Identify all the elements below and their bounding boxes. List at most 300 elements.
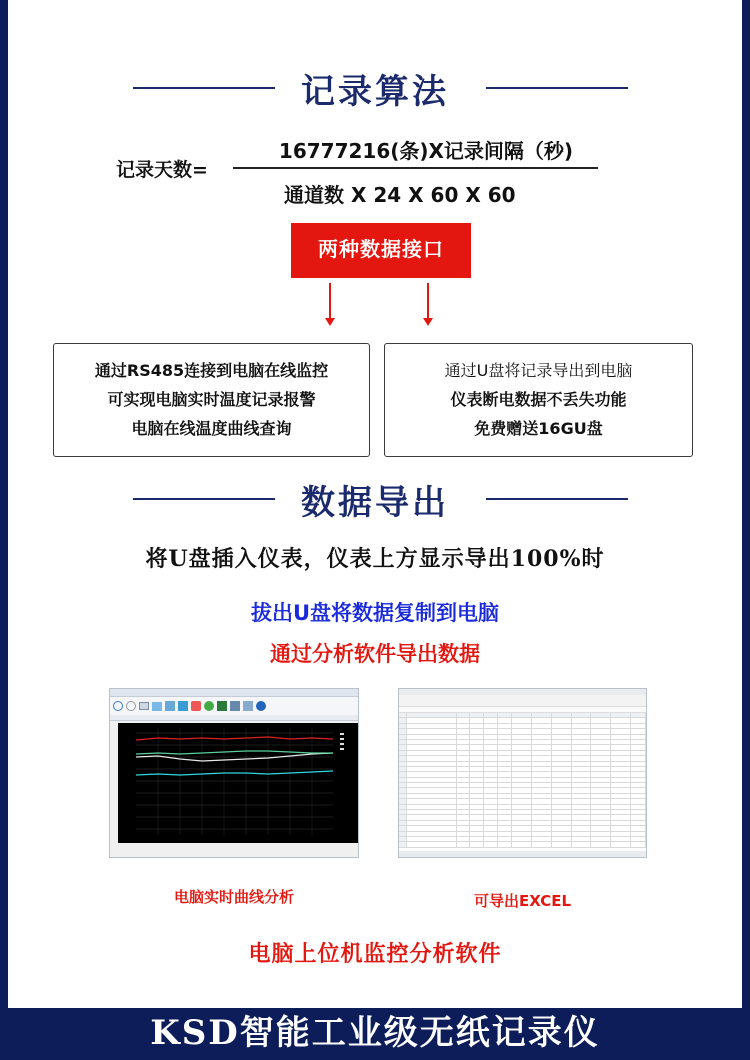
excel-cell: [407, 751, 457, 755]
excel-cell: [498, 756, 512, 760]
excel-cell: [407, 729, 457, 733]
excel-cell: [591, 729, 611, 733]
excel-cell: [512, 762, 532, 766]
usb-interface-box: [384, 343, 693, 457]
excel-cell: [498, 778, 512, 782]
curve-cyan: [136, 771, 333, 775]
excel-cell: [407, 799, 457, 803]
toolbar-icon: [139, 702, 149, 710]
excel-cell: [457, 837, 471, 841]
excel-cell: [498, 772, 512, 776]
toolbar-icon: [204, 701, 214, 711]
excel-cell: [631, 788, 646, 792]
excel-cell: [512, 767, 532, 771]
box-left-line1: 通过RS485连接到电脑在线监控: [94, 361, 329, 380]
software-tabs: [110, 715, 358, 721]
excel-cell: [470, 762, 484, 766]
excel-cell: [457, 724, 471, 728]
excel-cell: [512, 826, 532, 830]
excel-cell: [611, 794, 631, 798]
excel-cell: [498, 735, 512, 739]
excel-cell: [457, 762, 471, 766]
excel-cell: [399, 713, 407, 717]
excel-cell: [591, 762, 611, 766]
title-rule-right: [486, 498, 628, 500]
excel-cell: [470, 767, 484, 771]
box-right-line1: 通过U盘将记录导出到电脑: [444, 361, 633, 380]
excel-cell: [512, 832, 532, 836]
excel-cell: [552, 724, 572, 728]
excel-cell: [611, 842, 631, 846]
excel-cell: [457, 751, 471, 755]
excel-cell: [457, 745, 471, 749]
excel-cell: [498, 805, 512, 809]
excel-cell: [591, 799, 611, 803]
title-rule-left: [133, 87, 275, 89]
excel-cell: [399, 724, 407, 728]
excel-cell: [572, 805, 592, 809]
excel-cell: [591, 805, 611, 809]
excel-cell: [512, 815, 532, 819]
excel-cell: [484, 837, 498, 841]
excel-cell: [457, 729, 471, 733]
excel-cell: [572, 837, 592, 841]
excel-cell: [399, 826, 407, 830]
excel-cell: [512, 745, 532, 749]
excel-cell: [512, 842, 532, 846]
excel-cell: [572, 718, 592, 722]
excel-cell: [631, 842, 646, 846]
excel-cell: [399, 810, 407, 814]
excel-cell: [484, 772, 498, 776]
excel-cell: [470, 799, 484, 803]
excel-cell: [631, 713, 646, 717]
excel-cell: [532, 756, 552, 760]
excel-cell: [512, 783, 532, 787]
excel-cell: [407, 767, 457, 771]
excel-cell: [498, 837, 512, 841]
excel-cell: [591, 718, 611, 722]
excel-cell: [611, 713, 631, 717]
excel-cell: [591, 772, 611, 776]
section-title-export: 数据导出: [301, 483, 449, 523]
box-right-line2: 仪表断电数据不丢失功能: [450, 390, 627, 409]
excel-cell: [484, 794, 498, 798]
export-line-blue: 拔出U盘将数据复制到电脑: [250, 601, 500, 625]
excel-cell: [591, 837, 611, 841]
excel-cell: [457, 799, 471, 803]
excel-cell: [611, 772, 631, 776]
excel-cell: [572, 745, 592, 749]
box-left-line3: 电脑在线温度曲线查询: [131, 419, 292, 438]
excel-cell: [552, 783, 572, 787]
excel-cell: [572, 788, 592, 792]
excel-cell: [532, 794, 552, 798]
excel-cell: [407, 783, 457, 787]
excel-cell: [532, 826, 552, 830]
excel-toolbar: [399, 695, 646, 707]
excel-cell: [591, 832, 611, 836]
excel-cell: [552, 821, 572, 825]
excel-cell: [407, 713, 457, 717]
excel-cell: [512, 799, 532, 803]
excel-cell: [631, 810, 646, 814]
excel-cell: [484, 751, 498, 755]
excel-cell: [591, 778, 611, 782]
excel-cell: [407, 794, 457, 798]
excel-cell: [532, 815, 552, 819]
formula-numerator: 16777216(条)X记录间隔（秒): [278, 139, 574, 163]
excel-cell: [591, 842, 611, 846]
excel-cell: [631, 740, 646, 744]
software-titlebar: [110, 689, 358, 697]
excel-cell: [611, 821, 631, 825]
excel-cell: [470, 805, 484, 809]
excel-cell: [399, 756, 407, 760]
excel-cell: [498, 718, 512, 722]
formula-fraction-bar: [233, 167, 598, 169]
toolbar-icon: [126, 701, 136, 711]
excel-cell: [498, 740, 512, 744]
excel-cell: [572, 794, 592, 798]
excel-cell: [484, 783, 498, 787]
formula-denominator: 通道数 X 24 X 60 X 60: [284, 183, 516, 207]
excel-cell: [532, 729, 552, 733]
excel-cell: [407, 821, 457, 825]
excel-cell: [512, 718, 532, 722]
excel-cell: [470, 837, 484, 841]
curve-green: [136, 751, 333, 754]
excel-cell: [532, 805, 552, 809]
excel-cell: [552, 810, 572, 814]
excel-cell: [591, 740, 611, 744]
excel-cell: [399, 740, 407, 744]
toolbar-icon: [178, 701, 188, 711]
excel-cell: [572, 767, 592, 771]
caption-excel-export: 可导出EXCEL: [473, 892, 572, 910]
excel-cell: [611, 815, 631, 819]
excel-cell: [457, 767, 471, 771]
excel-cell: [631, 805, 646, 809]
excel-cell: [484, 842, 498, 846]
excel-cell: [611, 783, 631, 787]
excel-cell: [572, 724, 592, 728]
toolbar-icon: [243, 701, 253, 711]
toolbar-icon: [165, 701, 175, 711]
excel-cell: [399, 788, 407, 792]
excel-cell: [631, 756, 646, 760]
excel-cell: [512, 713, 532, 717]
excel-cell: [532, 810, 552, 814]
excel-cell: [407, 735, 457, 739]
excel-cell: [457, 713, 471, 717]
excel-cell: [572, 815, 592, 819]
excel-cell: [498, 724, 512, 728]
excel-cell: [399, 821, 407, 825]
excel-cell: [470, 842, 484, 846]
excel-cell: [532, 778, 552, 782]
excel-cell: [484, 832, 498, 836]
excel-cell: [611, 832, 631, 836]
excel-cell: [484, 713, 498, 717]
excel-cell: [532, 718, 552, 722]
excel-cell: [470, 729, 484, 733]
excel-cell: [470, 794, 484, 798]
excel-cell: [572, 772, 592, 776]
software-toolbar: [110, 697, 358, 715]
excel-cell: [591, 735, 611, 739]
excel-cell: [498, 821, 512, 825]
excel-cell: [591, 751, 611, 755]
toolbar-icon: [256, 701, 266, 711]
excel-cell: [470, 815, 484, 819]
excel-cell: [552, 837, 572, 841]
excel-cell: [591, 815, 611, 819]
software-chart-area: [118, 723, 358, 843]
excel-cell: [611, 778, 631, 782]
excel-cell: [399, 729, 407, 733]
excel-cell: [631, 767, 646, 771]
excel-cell: [399, 815, 407, 819]
excel-cell: [484, 729, 498, 733]
realtime-curves: [118, 723, 358, 843]
excel-cell: [591, 745, 611, 749]
excel-cell: [498, 826, 512, 830]
excel-cell: [484, 778, 498, 782]
excel-cell: [611, 837, 631, 841]
excel-cell: [572, 713, 592, 717]
excel-cell: [457, 826, 471, 830]
poster-page: [8, 0, 742, 1008]
excel-cell: [457, 794, 471, 798]
excel-cell: [407, 772, 457, 776]
excel-cell: [512, 772, 532, 776]
excel-cell: [552, 718, 572, 722]
excel-cell: [470, 724, 484, 728]
excel-cell: [572, 735, 592, 739]
excel-cell: [572, 842, 592, 846]
excel-cell: [552, 805, 572, 809]
excel-cell: [457, 815, 471, 819]
excel-cell: [407, 805, 457, 809]
excel-cell: [532, 735, 552, 739]
excel-cell: [631, 778, 646, 782]
excel-cell: [552, 713, 572, 717]
interfaces-label: 两种数据接口: [291, 223, 471, 278]
excel-cell: [611, 756, 631, 760]
excel-cell: [484, 762, 498, 766]
caption-realtime-curves: 电脑实时曲线分析: [173, 888, 294, 906]
excel-cell: [532, 767, 552, 771]
excel-cell: [399, 805, 407, 809]
excel-cell: [498, 762, 512, 766]
excel-cell: [484, 767, 498, 771]
excel-cell: [512, 756, 532, 760]
excel-cell: [532, 821, 552, 825]
toolbar-icon: [152, 702, 162, 711]
excel-cell: [532, 772, 552, 776]
excel-cell: [532, 751, 552, 755]
excel-cell: [512, 740, 532, 744]
excel-cell: [470, 832, 484, 836]
excel-cell: [470, 783, 484, 787]
excel-cell: [631, 751, 646, 755]
excel-cell: [572, 729, 592, 733]
excel-row: [399, 842, 646, 847]
excel-cell: [631, 799, 646, 803]
excel-cell: [484, 810, 498, 814]
excel-cell: [498, 799, 512, 803]
excel-cell: [470, 772, 484, 776]
excel-cell: [407, 762, 457, 766]
excel-cell: [631, 832, 646, 836]
excel-cell: [631, 794, 646, 798]
excel-cell: [591, 788, 611, 792]
excel-cell: [399, 783, 407, 787]
excel-cell: [532, 832, 552, 836]
excel-cell: [532, 837, 552, 841]
excel-cell: [457, 735, 471, 739]
excel-cell: [457, 756, 471, 760]
excel-cell: [399, 778, 407, 782]
excel-cell: [552, 832, 572, 836]
excel-cell: [498, 815, 512, 819]
excel-cell: [399, 799, 407, 803]
box-right-line3: 免费赠送16GU盘: [474, 419, 603, 438]
excel-cell: [470, 810, 484, 814]
excel-cell: [399, 794, 407, 798]
excel-cell: [631, 815, 646, 819]
excel-cell: [484, 805, 498, 809]
excel-statusbar: [399, 851, 646, 857]
excel-cell: [532, 842, 552, 846]
excel-cell: [407, 826, 457, 830]
excel-cell: [572, 740, 592, 744]
excel-cell: [532, 788, 552, 792]
excel-cell: [457, 778, 471, 782]
excel-cell: [532, 724, 552, 728]
excel-cell: [457, 740, 471, 744]
excel-cell: [552, 740, 572, 744]
excel-cell: [484, 718, 498, 722]
excel-cell: [484, 799, 498, 803]
excel-cell: [631, 745, 646, 749]
excel-cell: [399, 767, 407, 771]
excel-cell: [484, 735, 498, 739]
excel-cell: [591, 724, 611, 728]
excel-cell: [484, 821, 498, 825]
section-title-algorithm: 记录算法: [301, 72, 449, 112]
excel-cell: [611, 729, 631, 733]
excel-cell: [611, 767, 631, 771]
excel-cell: [631, 735, 646, 739]
excel-grid: [399, 713, 646, 848]
toolbar-icon: [113, 701, 123, 711]
excel-cell: [470, 718, 484, 722]
excel-cell: [512, 735, 532, 739]
excel-cell: [591, 821, 611, 825]
excel-cell: [512, 724, 532, 728]
excel-cell: [631, 821, 646, 825]
excel-cell: [399, 842, 407, 846]
excel-cell: [631, 762, 646, 766]
excel-cell: [572, 810, 592, 814]
excel-cell: [552, 826, 572, 830]
excel-cell: [407, 740, 457, 744]
excel-cell: [498, 842, 512, 846]
excel-cell: [611, 762, 631, 766]
excel-cell: [591, 794, 611, 798]
excel-cell: [498, 788, 512, 792]
excel-cell: [591, 810, 611, 814]
excel-cell: [470, 713, 484, 717]
excel-cell: [631, 826, 646, 830]
excel-cell: [457, 788, 471, 792]
excel-cell: [407, 756, 457, 760]
excel-cell: [572, 783, 592, 787]
excel-cell: [532, 713, 552, 717]
excel-cell: [407, 815, 457, 819]
title-rule-left: [133, 498, 275, 500]
excel-cell: [498, 783, 512, 787]
excel-cell: [470, 735, 484, 739]
curve-red: [136, 737, 333, 740]
excel-cell: [407, 842, 457, 846]
excel-cell: [470, 821, 484, 825]
excel-cell: [512, 837, 532, 841]
excel-cell: [532, 799, 552, 803]
excel-cell: [572, 778, 592, 782]
excel-cell: [611, 745, 631, 749]
excel-cell: [457, 718, 471, 722]
excel-cell: [591, 756, 611, 760]
excel-screenshot: [398, 688, 647, 858]
excel-cell: [470, 745, 484, 749]
title-rule-right: [486, 87, 628, 89]
excel-cell: [631, 724, 646, 728]
toolbar-icon: [230, 701, 240, 711]
excel-cell: [532, 740, 552, 744]
excel-cell: [572, 832, 592, 836]
excel-cell: [552, 842, 572, 846]
excel-cell: [498, 767, 512, 771]
excel-cell: [552, 778, 572, 782]
export-instruction: 将U盘插入仪表，仪表上方显示导出100%时: [145, 546, 605, 572]
excel-cell: [498, 794, 512, 798]
excel-cell: [484, 815, 498, 819]
excel-cell: [407, 837, 457, 841]
excel-cell: [407, 718, 457, 722]
excel-cell: [552, 745, 572, 749]
excel-cell: [470, 778, 484, 782]
excel-cell: [399, 745, 407, 749]
excel-cell: [552, 729, 572, 733]
excel-cell: [631, 729, 646, 733]
excel-cell: [498, 713, 512, 717]
excel-cell: [611, 810, 631, 814]
excel-cell: [407, 724, 457, 728]
formula-lhs: 记录天数=: [116, 159, 208, 181]
excel-cell: [512, 778, 532, 782]
excel-cell: [631, 783, 646, 787]
excel-cell: [484, 826, 498, 830]
excel-cell: [631, 837, 646, 841]
excel-cell: [591, 713, 611, 717]
excel-cell: [484, 745, 498, 749]
excel-cell: [457, 832, 471, 836]
excel-cell: [484, 740, 498, 744]
excel-cell: [552, 762, 572, 766]
